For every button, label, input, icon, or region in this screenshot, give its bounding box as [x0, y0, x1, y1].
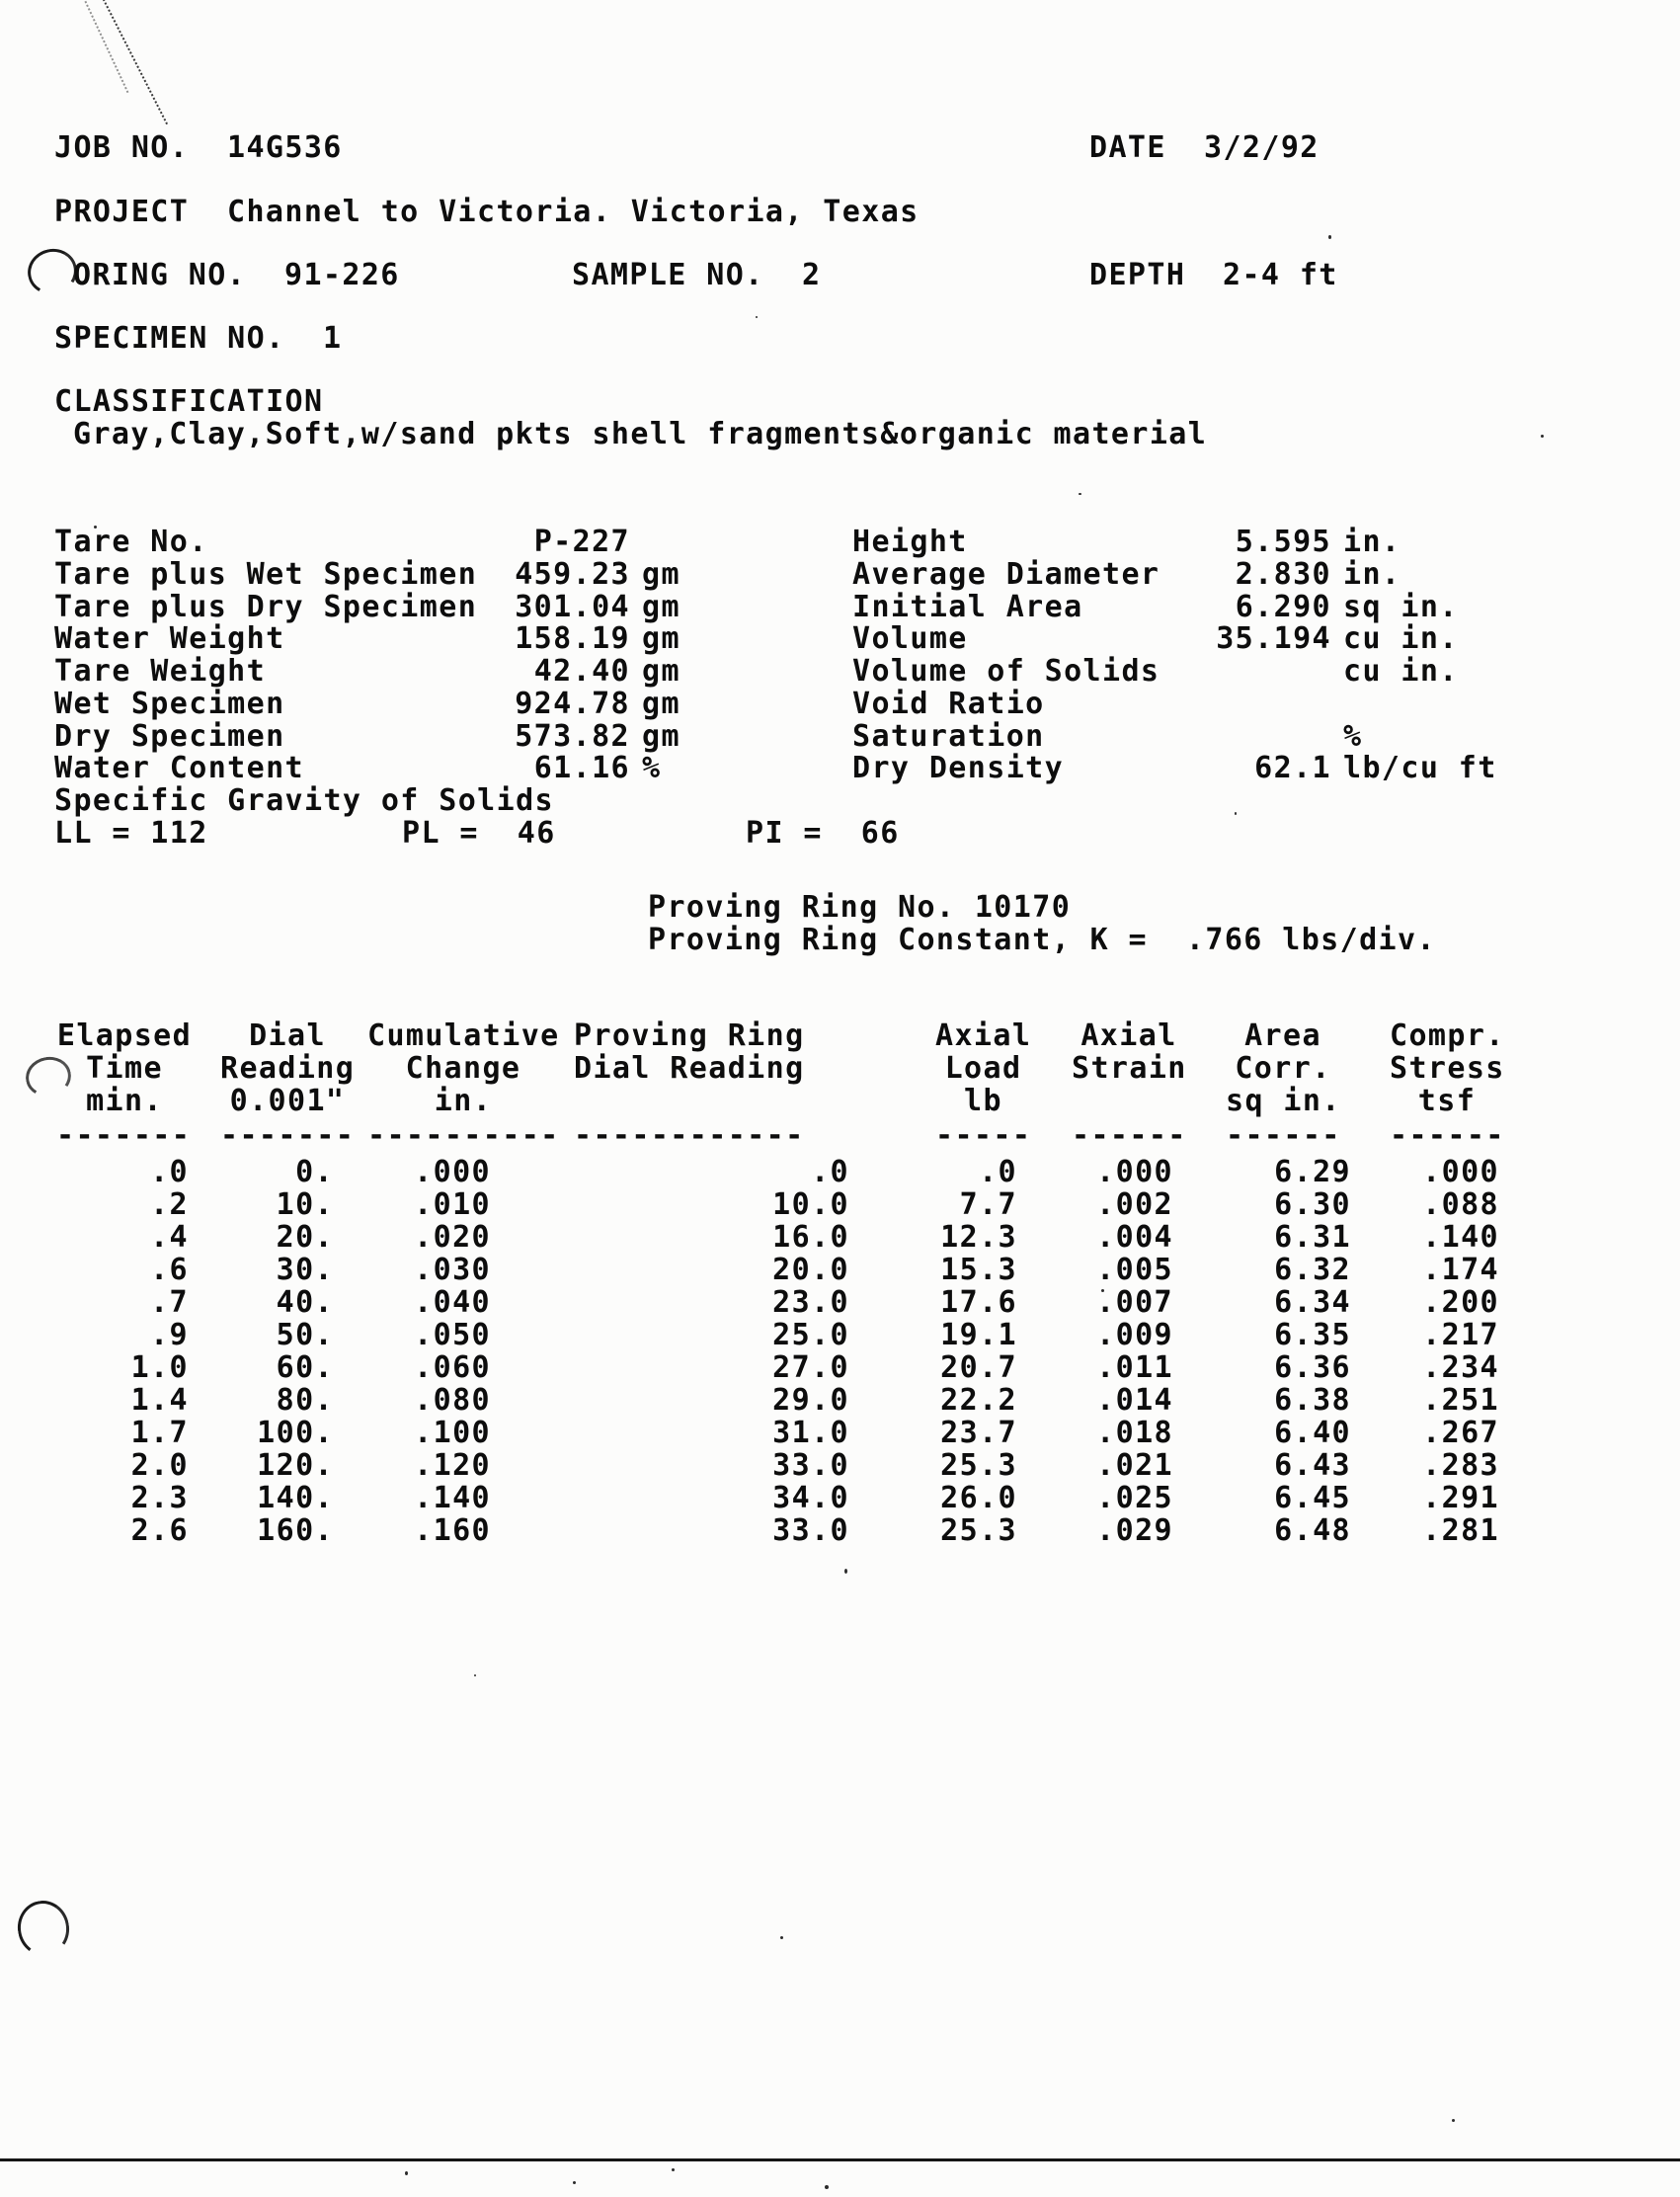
table-cell: .283: [1422, 1448, 1499, 1483]
column-header: sq in.: [1226, 1084, 1341, 1118]
property-label: Volume of Solids: [852, 654, 1160, 689]
table-cell: .140: [414, 1481, 491, 1515]
table-cell: 6.31: [1274, 1220, 1351, 1255]
table-cell: .021: [1096, 1448, 1173, 1483]
date-value: 3/2/92: [1204, 130, 1320, 165]
scan-scratch-mark: [99, 0, 168, 124]
column-header: Dial: [249, 1018, 326, 1053]
table-cell: .050: [414, 1318, 491, 1352]
table-cell: 19.1: [940, 1318, 1017, 1352]
property-label: Initial Area: [852, 590, 1083, 624]
table-cell: .007: [1096, 1285, 1173, 1320]
table-cell: .267: [1422, 1416, 1499, 1450]
table-cell: 0.: [295, 1155, 334, 1189]
column-header: Corr.: [1235, 1051, 1331, 1086]
table-cell: .120: [414, 1448, 491, 1483]
table-cell: 140.: [257, 1481, 334, 1515]
table-cell: 23.0: [772, 1285, 849, 1320]
column-header: Time: [86, 1051, 163, 1086]
table-cell: 60.: [276, 1350, 334, 1385]
table-cell: 22.2: [940, 1383, 1017, 1418]
project-label: PROJECT: [54, 195, 190, 229]
table-cell: 20.7: [940, 1350, 1017, 1385]
table-cell: 6.35: [1274, 1318, 1351, 1352]
table-cell: .160: [414, 1513, 491, 1548]
table-cell: .291: [1422, 1481, 1499, 1515]
property-value: 573.82: [515, 719, 630, 754]
column-header-rule: ----------: [367, 1118, 560, 1153]
table-cell: 20.0: [772, 1253, 849, 1287]
table-cell: .140: [1422, 1220, 1499, 1255]
property-value: 924.78: [515, 687, 630, 721]
table-cell: .0: [811, 1155, 849, 1189]
table-cell: 6.30: [1274, 1187, 1351, 1222]
property-label: Height: [852, 525, 968, 559]
property-label: Tare plus Wet Specimen: [54, 557, 478, 592]
column-header: Proving Ring: [574, 1018, 805, 1053]
table-cell: 7.7: [959, 1187, 1017, 1222]
table-cell: .025: [1096, 1481, 1173, 1515]
property-label: Tare Weight: [54, 654, 267, 689]
table-cell: .030: [414, 1253, 491, 1287]
table-cell: 34.0: [772, 1481, 849, 1515]
column-header-rule: ------: [1390, 1118, 1505, 1153]
property-label: Dry Density: [852, 751, 1065, 785]
project-value: Channel to Victoria. Victoria, Texas: [227, 195, 920, 229]
table-cell: 40.: [276, 1285, 334, 1320]
column-header: min.: [86, 1084, 163, 1118]
table-cell: .000: [414, 1155, 491, 1189]
column-header: lb: [964, 1084, 1002, 1118]
date-label: DATE: [1089, 130, 1166, 165]
table-cell: .2: [150, 1187, 189, 1222]
property-unit: in.: [1343, 525, 1401, 559]
table-cell: .000: [1096, 1155, 1173, 1189]
property-value: 62.1: [1254, 751, 1331, 785]
specimen-no-value: 1: [323, 321, 343, 356]
table-cell: 6.40: [1274, 1416, 1351, 1450]
table-cell: .234: [1422, 1350, 1499, 1385]
table-cell: .0: [979, 1155, 1017, 1189]
property-unit: gm: [642, 654, 680, 689]
table-cell: 25.0: [772, 1318, 849, 1352]
plasticity-index-value: PI = 66: [746, 816, 900, 851]
property-unit: lb/cu ft: [1343, 751, 1497, 785]
pen-mark-arc: [14, 1897, 74, 1960]
column-header: Elapsed: [56, 1018, 193, 1053]
specimen-no-label: SPECIMEN NO.: [54, 321, 285, 356]
classification-label: CLASSIFICATION: [54, 384, 324, 419]
property-value: 2.830: [1235, 557, 1331, 592]
table-cell: 31.0: [772, 1416, 849, 1450]
table-cell: 16.0: [772, 1220, 849, 1255]
table-cell: 2.3: [130, 1481, 189, 1515]
sample-no-label: SAMPLE NO.: [572, 258, 764, 292]
proving-ring-no-line: Proving Ring No. 10170: [648, 890, 1072, 925]
table-cell: .251: [1422, 1383, 1499, 1418]
table-cell: 6.29: [1274, 1155, 1351, 1189]
table-cell: 6.45: [1274, 1481, 1351, 1515]
column-header-rule: -----: [935, 1118, 1032, 1153]
table-cell: 27.0: [772, 1350, 849, 1385]
property-value: 158.19: [515, 621, 630, 656]
table-cell: .088: [1422, 1187, 1499, 1222]
property-label: Dry Specimen: [54, 719, 285, 754]
table-cell: 120.: [257, 1448, 334, 1483]
property-label: Tare plus Dry Specimen: [54, 590, 478, 624]
property-unit: gm: [642, 687, 680, 721]
table-cell: 1.7: [130, 1416, 189, 1450]
table-cell: 33.0: [772, 1448, 849, 1483]
table-cell: 6.34: [1274, 1285, 1351, 1320]
job-no-label: JOB NO.: [54, 130, 190, 165]
table-cell: .0: [150, 1155, 189, 1189]
table-cell: .018: [1096, 1416, 1173, 1450]
column-header: Stress: [1390, 1051, 1505, 1086]
column-header-rule: ------------: [574, 1118, 805, 1153]
table-cell: .005: [1096, 1253, 1173, 1287]
column-header: Cumulative: [367, 1018, 560, 1053]
property-unit: gm: [642, 621, 680, 656]
table-cell: .6: [150, 1253, 189, 1287]
property-unit: cu in.: [1343, 621, 1459, 656]
property-value: 301.04: [515, 590, 630, 624]
table-cell: 23.7: [940, 1416, 1017, 1450]
table-cell: 10.: [276, 1187, 334, 1222]
sample-no-value: 2: [802, 258, 822, 292]
column-header: in.: [434, 1084, 493, 1118]
column-header: Compr.: [1390, 1018, 1505, 1053]
table-cell: .217: [1422, 1318, 1499, 1352]
table-cell: .020: [414, 1220, 491, 1255]
property-label: Volume: [852, 621, 968, 656]
table-cell: 15.3: [940, 1253, 1017, 1287]
table-cell: .200: [1422, 1285, 1499, 1320]
column-header-rule: -------: [220, 1118, 356, 1153]
property-unit: gm: [642, 719, 680, 754]
column-header: Axial: [935, 1018, 1032, 1053]
table-cell: .011: [1096, 1350, 1173, 1385]
boring-no-value: 91-226: [284, 258, 400, 292]
property-unit: gm: [642, 557, 680, 592]
table-cell: 20.: [276, 1220, 334, 1255]
depth-value: 2-4 ft: [1223, 258, 1338, 292]
table-cell: 10.0: [772, 1187, 849, 1222]
property-unit: %: [642, 751, 662, 785]
table-cell: 12.3: [940, 1220, 1017, 1255]
table-cell: 80.: [276, 1383, 334, 1418]
table-cell: 33.0: [772, 1513, 849, 1548]
plastic-limit-value: PL = 46: [402, 816, 556, 851]
property-label: Water Weight: [54, 621, 285, 656]
table-cell: 30.: [276, 1253, 334, 1287]
boring-no-label: ORING NO.: [73, 258, 247, 292]
property-label: Saturation: [852, 719, 1045, 754]
property-unit: sq in.: [1343, 590, 1459, 624]
depth-label: DEPTH: [1089, 258, 1186, 292]
property-unit: %: [1343, 719, 1363, 754]
table-cell: .002: [1096, 1187, 1173, 1222]
column-header: Load: [944, 1051, 1022, 1086]
column-header: Dial Reading: [574, 1051, 805, 1086]
property-label: Water Content: [54, 751, 304, 785]
table-cell: .010: [414, 1187, 491, 1222]
property-label: Tare No.: [54, 525, 208, 559]
property-value: 459.23: [515, 557, 630, 592]
table-cell: .060: [414, 1350, 491, 1385]
property-value: P-227: [533, 525, 630, 559]
property-value: 5.595: [1235, 525, 1331, 559]
table-cell: 160.: [257, 1513, 334, 1548]
column-header: Axial: [1080, 1018, 1177, 1053]
property-unit: in.: [1343, 557, 1401, 592]
table-cell: .4: [150, 1220, 189, 1255]
column-header-rule: ------: [1072, 1118, 1187, 1153]
table-cell: 6.32: [1274, 1253, 1351, 1287]
property-unit: cu in.: [1343, 654, 1459, 689]
table-cell: 6.43: [1274, 1448, 1351, 1483]
property-value: 6.290: [1235, 590, 1331, 624]
table-cell: 29.0: [772, 1383, 849, 1418]
table-cell: .029: [1096, 1513, 1173, 1548]
table-cell: .009: [1096, 1318, 1173, 1352]
property-label: Average Diameter: [852, 557, 1160, 592]
table-cell: .080: [414, 1383, 491, 1418]
table-cell: 26.0: [940, 1481, 1017, 1515]
table-cell: .100: [414, 1416, 491, 1450]
scan-edge-line: [0, 2158, 1680, 2161]
liquid-limit-value: LL = 112: [54, 816, 208, 851]
table-cell: .9: [150, 1318, 189, 1352]
specific-gravity-label: Specific Gravity of Solids: [54, 783, 554, 818]
column-header-rule: ------: [1226, 1118, 1341, 1153]
table-cell: 6.38: [1274, 1383, 1351, 1418]
table-cell: .014: [1096, 1383, 1173, 1418]
proving-ring-constant-line: Proving Ring Constant, K = .766 lbs/div.: [648, 923, 1436, 957]
job-no-value: 14G536: [227, 130, 343, 165]
property-label: Wet Specimen: [54, 687, 285, 721]
table-cell: .174: [1422, 1253, 1499, 1287]
table-cell: 25.3: [940, 1448, 1017, 1483]
table-cell: 1.4: [130, 1383, 189, 1418]
table-cell: 2.6: [130, 1513, 189, 1548]
table-cell: 100.: [257, 1416, 334, 1450]
table-cell: .7: [150, 1285, 189, 1320]
column-header: Change: [405, 1051, 521, 1086]
column-header: Strain: [1072, 1051, 1187, 1086]
property-value: 35.194: [1216, 621, 1331, 656]
column-header: tsf: [1417, 1084, 1477, 1118]
table-cell: 17.6: [940, 1285, 1017, 1320]
property-unit: gm: [642, 590, 680, 624]
property-value: 42.40: [533, 654, 630, 689]
table-cell: 1.0: [130, 1350, 189, 1385]
column-header-rule: -------: [56, 1118, 192, 1153]
column-header: Area: [1244, 1018, 1321, 1053]
table-cell: 25.3: [940, 1513, 1017, 1548]
table-cell: .004: [1096, 1220, 1173, 1255]
classification-value: Gray,Clay,Soft,w/sand pkts shell fragments&organic material: [73, 417, 1208, 451]
table-cell: .281: [1422, 1513, 1499, 1548]
scan-scratch-mark: [81, 0, 128, 93]
property-value: 61.16: [533, 751, 630, 785]
column-header: 0.001": [229, 1084, 346, 1118]
table-cell: 6.48: [1274, 1513, 1351, 1548]
property-label: Void Ratio: [852, 687, 1045, 721]
table-cell: 6.36: [1274, 1350, 1351, 1385]
table-cell: .000: [1422, 1155, 1499, 1189]
column-header: Reading: [220, 1051, 356, 1086]
table-cell: 2.0: [130, 1448, 189, 1483]
table-cell: .040: [414, 1285, 491, 1320]
table-cell: 50.: [276, 1318, 334, 1352]
